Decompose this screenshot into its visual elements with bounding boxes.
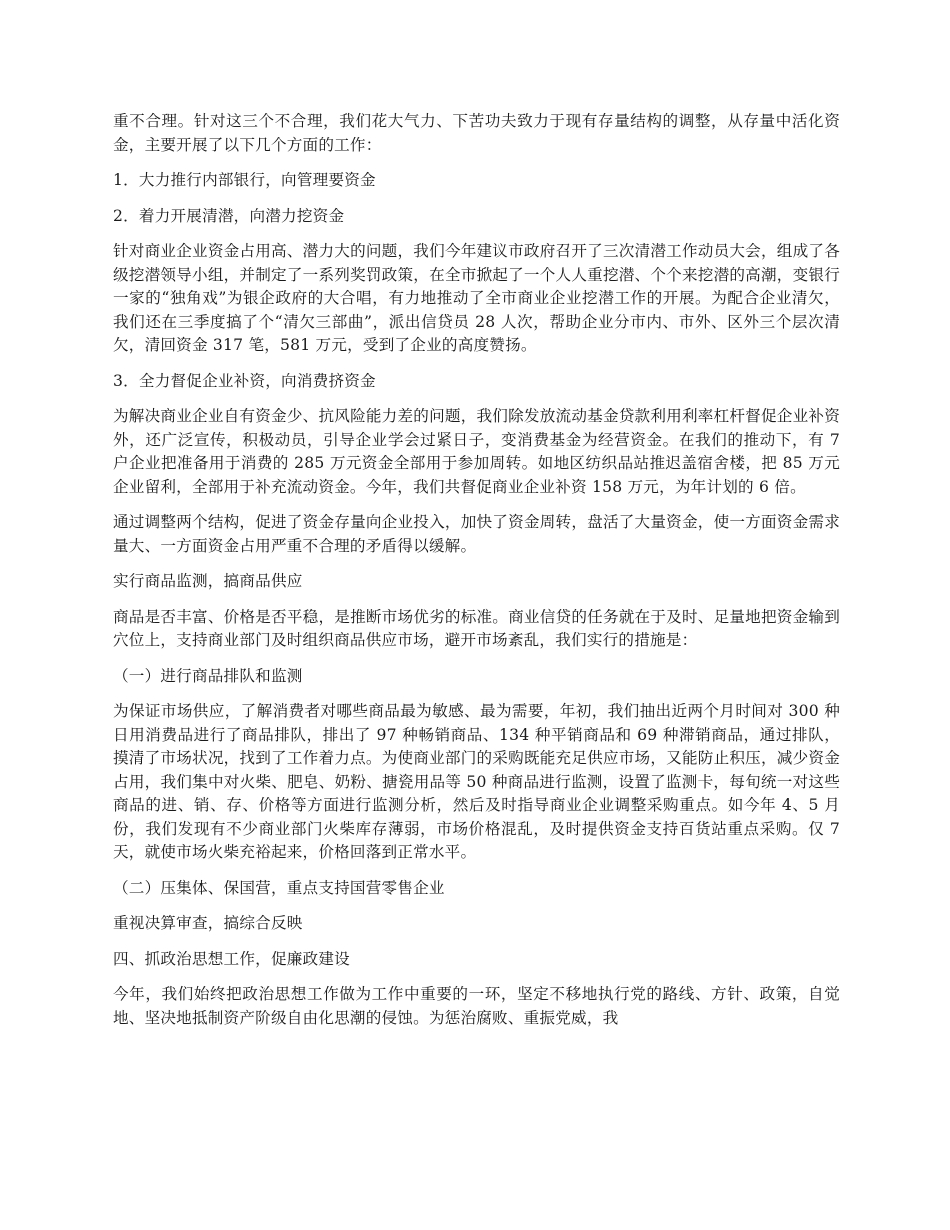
paragraph: 为解决商业企业自有资金少、抗风险能力差的问题，我们除发放流动基金贷款利用利率杠杆督促企业补资外，还广泛宣传，积极动员，引导企业学会过紧日子，变消费基金为经营资金。在我们的推动下，有 7 户企业把准备用于消费的 285 万元资金全部用于参加周转。如地区纺织品站推迟盖宿舍楼，把 85 万元企业留利，全部用于补充流动资金。今年，我们共督促商业企业补资 158 万元，为年计划的 6 倍。 (113, 407, 840, 496)
section-heading: 3．全力督促企业补资，向消费挤资金 (113, 371, 376, 390)
paragraph: 为保证市场供应，了解消费者对哪些商品最为敏感、最为需要，年初，我们抽出近两个月时间对 300 种日用消费品进行了商品排队，排出了 97 种畅销商品、134 种平销商品和 69 种滞销商品，通过排队，摸清了市场状况，找到了工作着力点。为使商业部门的采购既能充足供应市场，又能防止积压，减少资金占用，我们集中对火柴、肥皂、奶粉、搪瓷用品等 50 种商品进行监测，设置了监测卡，每旬统一对这些商品的进、销、存、价格等方面进行监测分析，然后及时指导商业企业调整采购重点。如今年 4、5 月份，我们发现有不少商业部门火柴库存薄弱，市场价格混乱，及时提供资金支持百货站重点采购。仅 7 天，就使市场火柴充裕起来，价格回落到正常水平。 (113, 702, 840, 861)
section-heading: 重视决算审查，搞综合反映 (113, 914, 303, 932)
paragraph: 针对商业企业资金占用高、潜力大的问题，我们今年建议市政府召开了三次清潜工作动员大会，组成了各级挖潜领导小组，并制定了一系列奖罚政策，在全市掀起了一个人人重挖潜、个个来挖潜的高潮，变银行一家的“独角戏”为银企政府的大合唱，有力地推动了全市商业企业挖潜工作的开展。为配合企业清欠，我们还在三季度搞了个“清欠三部曲”，派出信贷员 28 人次，帮助企业分市内、市外、区外三个层次清欠，清回资金 317 笔，581 万元，受到了企业的高度赞扬。 (113, 242, 840, 354)
section-heading: （一）进行商品排队和监测 (113, 666, 303, 685)
paragraph: 通过调整两个结构，促进了资金存量向企业投入，加快了资金周转，盘活了大量资金，使一方面资金需求量大、一方面资金占用严重不合理的矛盾得以缓解。 (113, 513, 840, 555)
section-heading: （二）压集体、保国营，重点支持国营零售企业 (113, 878, 445, 897)
document-body (113, 110, 840, 1042)
section-heading: 2．着力开展清潜，向潜力挖资金 (113, 206, 345, 225)
paragraph: 重不合理。针对这三个不合理，我们花大气力、下苦功夫致力于现有存量结构的调整，从存量中活化资金，主要开展了以下几个方面的工作： (113, 112, 840, 154)
paragraph: 商品是否丰富、价格是否平稳，是推断市场优劣的标准。商业信贷的任务就在于及时、足量地把资金输到穴位上，支持商业部门及时组织商品供应市场，避开市场紊乱，我们实行的措施是： (113, 607, 840, 649)
section-heading: 四、抓政治思想工作，促廉政建设 (113, 949, 350, 968)
paragraph: 今年，我们始终把政治思想工作做为工作中重要的一环，坚定不移地执行党的路线、方针、政策，自觉地、坚决地抵制资产阶级自由化思潮的侵蚀。为惩治腐败、重振党威，我 (113, 985, 840, 1027)
section-heading: 1．大力推行内部银行，向管理要资金 (113, 171, 376, 189)
section-heading: 实行商品监测，搞商品供应 (113, 572, 303, 590)
